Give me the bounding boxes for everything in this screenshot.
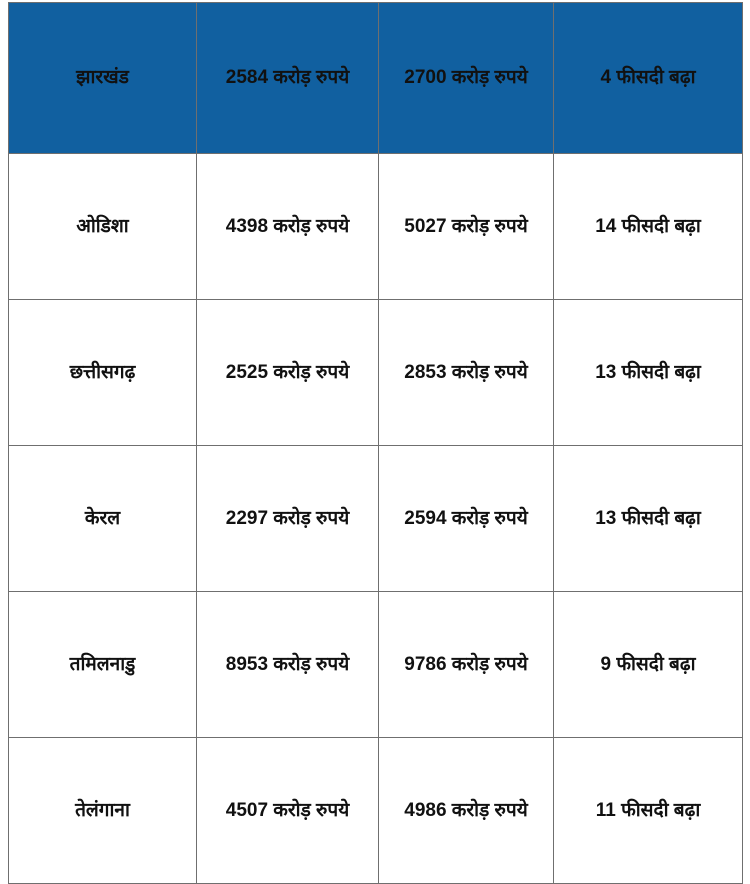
table-header-row [9,3,743,154]
table-body [9,154,743,884]
cell-previous-amount: 4507 करोड़ रुपये [197,738,379,884]
table-row [9,446,743,592]
cell-state: तेलंगाना [9,738,197,884]
table-row [9,592,743,738]
cell-state: छत्तीसगढ़ [9,300,197,446]
state-revenue-table [8,2,743,884]
cell-state: केरल [9,446,197,592]
cell-previous-amount: 4398 करोड़ रुपये [197,154,379,300]
header-cell-growth: 4 फीसदी बढ़ा [554,3,743,154]
cell-previous-amount: 2297 करोड़ रुपये [197,446,379,592]
cell-current-amount: 5027 करोड़ रुपये [379,154,554,300]
cell-growth: 14 फीसदी बढ़ा [554,154,743,300]
table-row [9,738,743,884]
cell-current-amount: 2853 करोड़ रुपये [379,300,554,446]
cell-previous-amount: 8953 करोड़ रुपये [197,592,379,738]
cell-previous-amount: 2525 करोड़ रुपये [197,300,379,446]
cell-current-amount: 4986 करोड़ रुपये [379,738,554,884]
cell-state: ओडिशा [9,154,197,300]
table-row [9,154,743,300]
cell-growth: 13 फीसदी बढ़ा [554,446,743,592]
table-row [9,300,743,446]
header-cell-current-amount: 2700 करोड़ रुपये [379,3,554,154]
document-page [0,2,750,840]
header-cell-previous-amount: 2584 करोड़ रुपये [197,3,379,154]
cell-state: तमिलनाडु [9,592,197,738]
header-cell-state: झारखंड [9,3,197,154]
table-header [9,3,743,154]
cell-current-amount: 9786 करोड़ रुपये [379,592,554,738]
cell-current-amount: 2594 करोड़ रुपये [379,446,554,592]
cell-growth: 9 फीसदी बढ़ा [554,592,743,738]
cell-growth: 11 फीसदी बढ़ा [554,738,743,884]
cell-growth: 13 फीसदी बढ़ा [554,300,743,446]
